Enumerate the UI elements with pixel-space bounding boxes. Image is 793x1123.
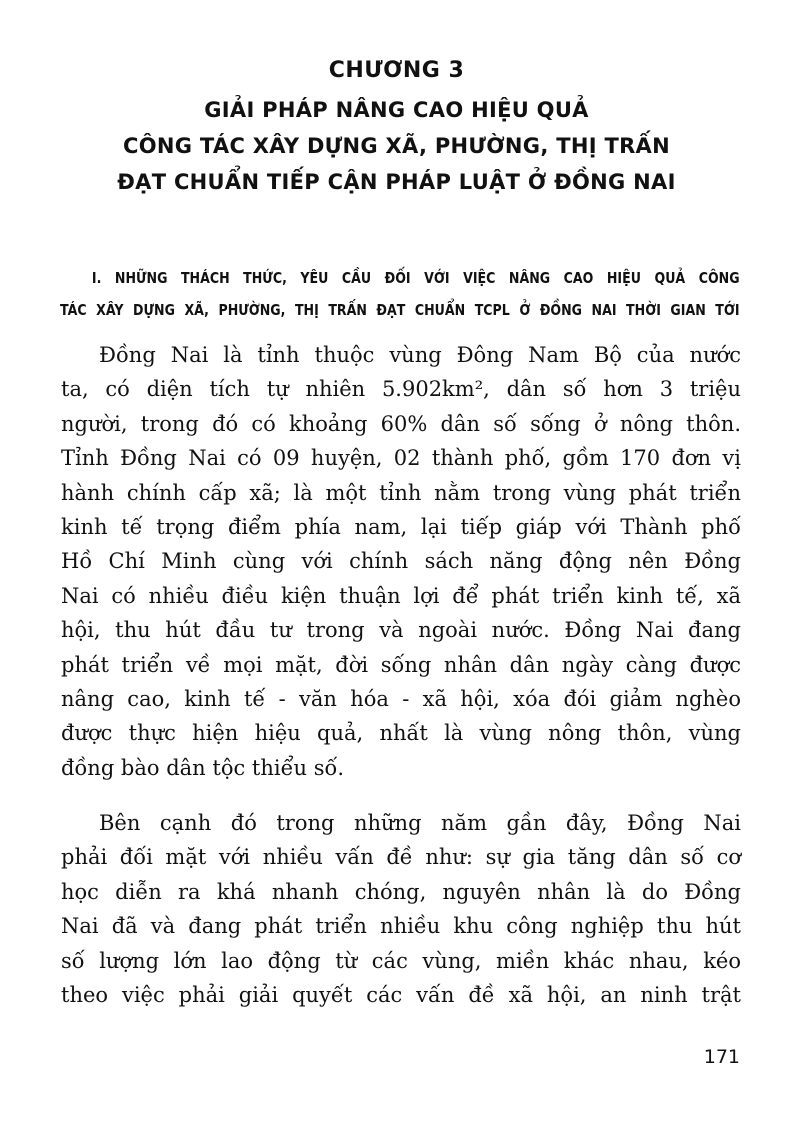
paragraph-line: theo việc phải giải quyết các vấn đề xã hội, an ninh trật	[61, 983, 741, 1008]
chapter-title-line: CÔNG TÁC XÂY DỰNG XÃ, PHƯỜNG, THỊ TRẤN	[123, 134, 670, 158]
paragraph-line: hành chính cấp xã; là một tỉnh nằm trong vùng phát triển	[61, 480, 741, 505]
section-heading	[60, 262, 740, 326]
paragraph-line: Nai có nhiều điều kiện thuận lợi để phát triển kinh tế, xã	[61, 583, 741, 608]
paragraph-line: học diễn ra khá nhanh chóng, nguyên nhân là do Đồng	[61, 879, 741, 904]
paragraph-line: hội, thu hút đầu tư trong và ngoài nước. Đồng Nai đang	[61, 618, 741, 643]
page-number: 171	[703, 1046, 740, 1068]
paragraph-line: kinh tế trọng điểm phía nam, lại tiếp giáp với Thành phố	[61, 515, 741, 540]
paragraph-line: ta, có diện tích tự nhiên 5.902km², dân số hơn 3 triệu	[61, 377, 741, 402]
paragraph-line: phải đối mặt với nhiều vấn đề như: sự gia tăng dân số cơ	[61, 845, 741, 870]
paragraph-line: Tỉnh Đồng Nai có 09 huyện, 02 thành phố, gồm 170 đơn vị	[61, 446, 741, 471]
paragraph-line: số lượng lớn lao động từ các vùng, miền khác nhau, kéo	[61, 948, 741, 973]
paragraph-line: người, trong đó có khoảng 60% dân số sống ở nông thôn.	[61, 411, 741, 436]
paragraph-line: Đồng Nai là tỉnh thuộc vùng Đông Nam Bộ của nước	[99, 343, 741, 367]
paragraph-line: đồng bào dân tộc thiểu số.	[61, 755, 344, 780]
paragraph-line: phát triển về mọi mặt, đời sống nhân dân ngày càng được	[61, 652, 741, 677]
paragraph	[61, 338, 741, 785]
chapter-title-line: GIẢI PHÁP NÂNG CAO HIỆU QUẢ	[204, 98, 589, 122]
paragraph-line: được thực hiện hiệu quả, nhất là vùng nông thôn, vùng	[61, 721, 741, 746]
paragraph-line: nâng cao, kinh tế - văn hóa - xã hội, xóa đói giảm nghèo	[61, 687, 741, 712]
paragraph-line: Hồ Chí Minh cùng với chính sách năng động nên Đồng	[61, 549, 741, 574]
chapter-number: CHƯƠNG 3	[328, 58, 465, 83]
chapter-title	[60, 92, 733, 200]
paragraph-line: Nai đã và đang phát triển nhiều khu công nghiệp thu hút	[61, 914, 741, 939]
section-heading-line: I. NHỮNG THÁCH THỨC, YÊU CẦU ĐỐI VỚI VIỆC NÂNG CAO HIỆU QUẢ CÔNG	[91, 269, 740, 287]
paragraph-line: Bên cạnh đó trong những năm gần đây, Đồng Nai	[99, 811, 741, 835]
paragraph	[61, 806, 741, 1012]
section-heading-line: TÁC XÂY DỰNG XÃ, PHƯỜNG, THỊ TRẤN ĐẠT CHUẨN TCPL Ở ĐỒNG NAI THỜI GIAN TỚI	[60, 301, 740, 319]
chapter-title-line: ĐẠT CHUẨN TIẾP CẬN PHÁP LUẬT Ở ĐỒNG NAI	[117, 170, 676, 194]
